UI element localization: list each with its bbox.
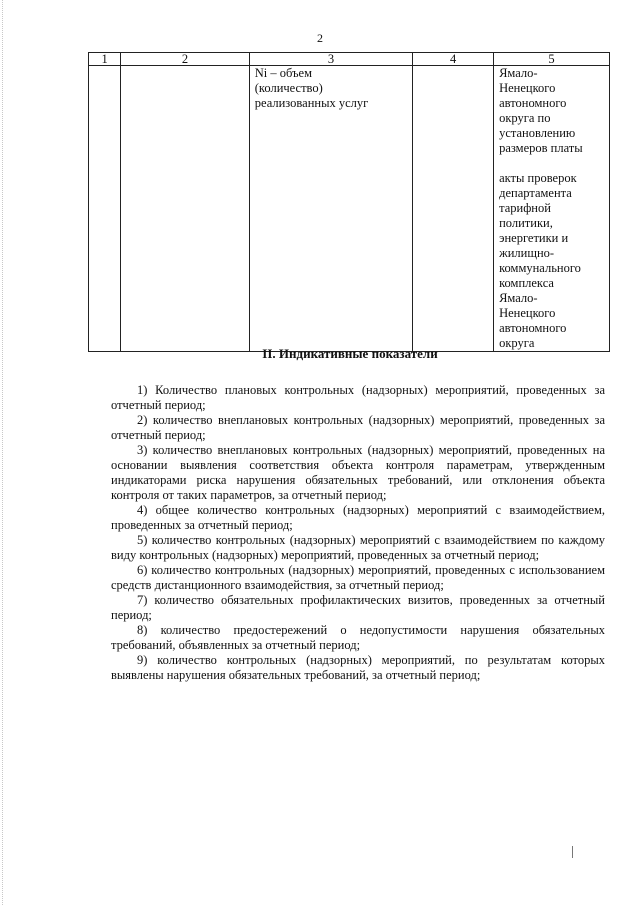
page-number: 2: [317, 31, 323, 45]
indicator-item-1: 1) Количество плановых контрольных (надзорных) мероприятий, проведенных за отчетный период;: [111, 383, 605, 412]
indicator-item-6: 6) количество контрольных (надзорных) мероприятий, проведенных с использованием средств дистанционного взаимодействия, за отчетный период;: [111, 563, 605, 592]
column-header-5: 5: [494, 53, 610, 66]
indicator-item-4: 4) общее количество контрольных (надзорных) мероприятий с взаимодействием, проведенных за отчетный период;: [111, 503, 605, 532]
criteria-table: [88, 52, 610, 352]
indicator-item-9: 9) количество контрольных (надзорных) мероприятий, по результатам которых выявлены нарушения обязательных требований, за отчетный период;: [111, 653, 605, 682]
indicator-item-8: 8) количество предостережений о недопустимости нарушения обязательных требований, объявленных за отчетный период;: [111, 623, 605, 652]
column-header-1: 1: [89, 53, 121, 66]
scan-edge-artifact: [2, 0, 7, 905]
cell-gap: [499, 156, 604, 171]
source-documents-text: акты проверок департамента тарифной политики, энергетики и жилищно- коммунального комплекса Ямало- Ненецкого автономного округа: [499, 171, 581, 350]
section-title: II. Индикативные показатели: [262, 346, 438, 361]
column-header-3: 3: [249, 53, 412, 66]
table-cell-1: [89, 66, 121, 352]
column-header-4: 4: [413, 53, 494, 66]
indicators-list: [111, 383, 605, 683]
table-row: [89, 66, 610, 352]
column-header-2: 2: [121, 53, 250, 66]
volume-formula-text: Ni – объем (количество) реализованных услуг: [254, 66, 369, 110]
indicator-item-5: 5) количество контрольных (надзорных) мероприятий с взаимодействием по каждому виду контрольных (надзорных) мероприятий, проведенных за отчетный период;: [111, 533, 605, 562]
indicator-item-2: 2) количество внеплановых контрольных (надзорных) мероприятий, проведенных за отчетный период;: [111, 413, 605, 442]
margin-mark: [572, 846, 573, 858]
indicator-item-3: 3) количество внеплановых контрольных (надзорных) мероприятий, проведенных на основании выявления соответствия объекта контроля параметрам, утвержденным индикаторами риска нарушения обязательных требований, или отклонения объекта контроля от таких параметров, за отчетный период;: [111, 443, 605, 502]
authority-text: Ямало- Ненецкого автономного округа по установлению размеров платы: [499, 66, 583, 155]
table-cell-2: [121, 66, 250, 352]
indicator-item-7: 7) количество обязательных профилактических визитов, проведенных за отчетный период;: [111, 593, 605, 622]
table-cell-5: [494, 66, 610, 352]
table-header-row: [89, 53, 610, 66]
table-cell-3: [249, 66, 412, 352]
table-cell-4: [413, 66, 494, 352]
